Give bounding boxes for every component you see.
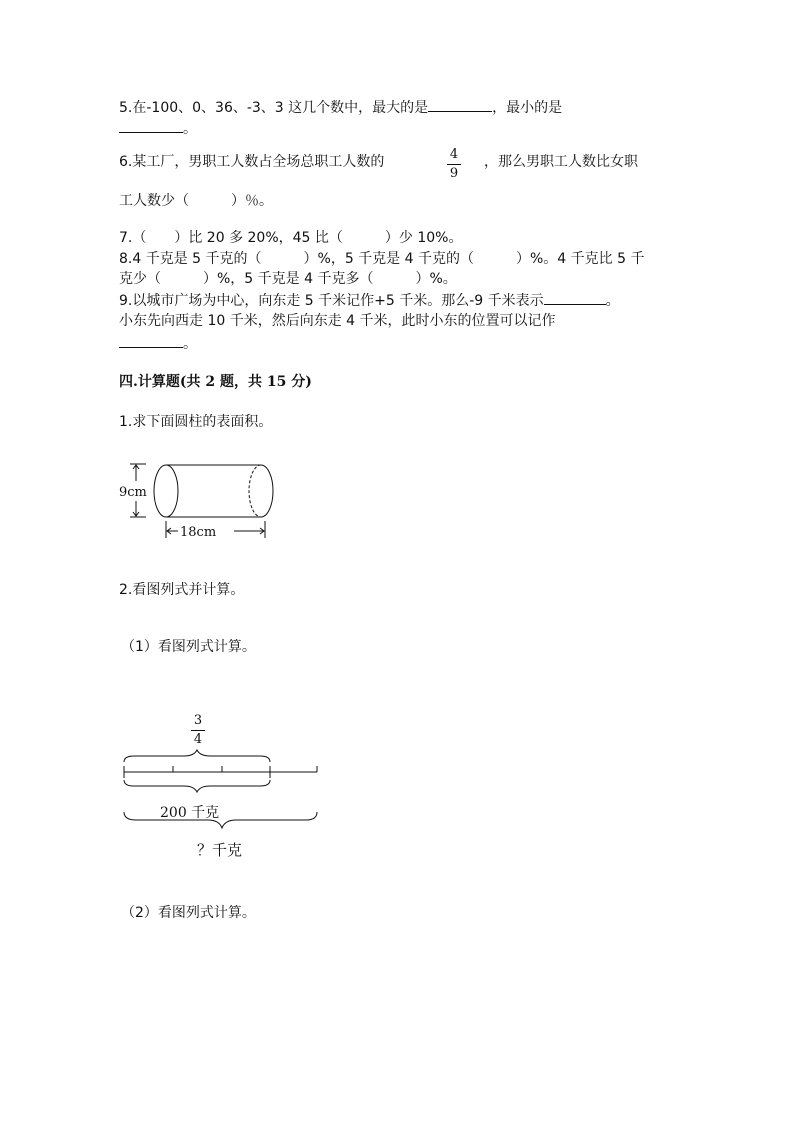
fraction-denominator: 4: [193, 732, 203, 747]
calc-2-prompt: 2.看图列式并计算。: [119, 582, 245, 598]
question-5-cont: [119, 118, 197, 139]
fraction-bar: [447, 164, 461, 165]
q9-period: 。: [605, 293, 620, 309]
answer-blank[interactable]: [119, 118, 183, 133]
fraction-bar: [191, 730, 205, 731]
q5-tail: 。: [183, 121, 197, 137]
length-label: 18cm: [180, 525, 217, 540]
q5-mid: ，最小的是: [492, 100, 563, 116]
fraction-numerator: 4: [449, 147, 459, 162]
question-8-line1: 8.4 千克是 5 千克的（ ）%，5 千克是 4 千克的（ ）%。4 千克比 5 千: [119, 251, 645, 267]
calc-1-prompt: 1.求下面圆柱的表面积。: [119, 414, 273, 430]
question-6-line1-cont: ，那么男职工人数比女职: [484, 154, 638, 170]
q9-text: 9.以城市广场为中心，向东走 5 千米记作+5 千米。那么-9 千米表示: [119, 293, 544, 309]
section-heading: 四.计算题(共 2 题，共 15 分): [119, 374, 312, 390]
answer-blank[interactable]: [119, 333, 183, 348]
height-label: 9cm: [119, 485, 147, 500]
fraction-denominator: 9: [449, 166, 459, 181]
segment-diagram: [118, 748, 324, 833]
fraction-numerator: 3: [193, 713, 203, 728]
question-5: [119, 97, 562, 118]
segment-label-200kg: 200 千克: [160, 805, 220, 821]
q5-text: 5.在-100、0、36、-3、3 这几个数中，最大的是: [119, 100, 429, 116]
question-9-line2: 小东先向西走 10 千米，然后向东走 4 千米，此时小东的位置可以记作: [119, 313, 556, 329]
answer-blank[interactable]: [428, 97, 492, 112]
answer-blank[interactable]: [544, 290, 606, 305]
fraction-4-9: [444, 147, 464, 182]
question-8-line2: 克少（ ）%，5 千克是 4 千克多（ ）%。: [119, 271, 457, 287]
segment-label-total: ？千克: [197, 841, 243, 859]
calc-2-sub2: （2）看图列式计算。: [121, 905, 256, 921]
question-7: 7.（ ）比 20 多 20%，45 比（ ）少 10%。: [119, 230, 463, 246]
q9-tail: 。: [183, 336, 197, 352]
question-6-line1: 6.某工厂，男职工人数占全场总职工人数的: [119, 154, 385, 170]
cylinder-figure: [118, 458, 288, 544]
question-6-line2: 工人数少（ ）％。: [119, 193, 273, 209]
fraction-3-4: [188, 713, 208, 748]
question-9-line3: [119, 333, 197, 354]
question-9-line1: [119, 290, 620, 311]
calc-2-sub1: （1）看图列式计算。: [121, 639, 256, 655]
